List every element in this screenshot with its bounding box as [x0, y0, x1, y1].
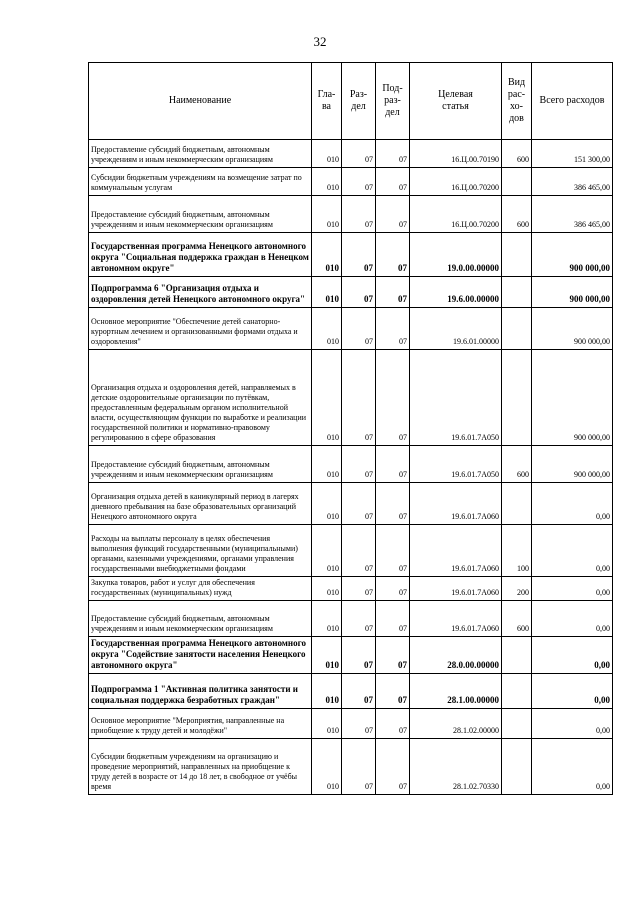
cell-vid: [502, 637, 532, 674]
cell-target: 19.6.01.7А050: [410, 350, 502, 446]
cell-razdel: 07: [342, 308, 376, 350]
cell-glava: 010: [312, 350, 342, 446]
cell-vid: [502, 709, 532, 739]
cell-glava: 010: [312, 525, 342, 577]
header-glava: Гла- ва: [312, 63, 342, 140]
cell-target: 19.6.00.00000: [410, 277, 502, 308]
cell-total: 386 465,00: [532, 168, 613, 196]
cell-name: Государственная программа Ненецкого автономного округа "Социальная поддержка граждан в Ненецком автономном округе": [89, 233, 312, 277]
table-row: [89, 446, 613, 483]
cell-glava: 010: [312, 601, 342, 637]
cell-name: Организация отдыха и оздоровления детей, направляемых в детские оздоровительные организации по путёвкам, предоставленным федеральным органом исполнительной власти, осуществляющим функции по выработке и реализации государственной политики и нормативно-правовому регулированию в сфере образования: [89, 350, 312, 446]
cell-total: 386 465,00: [532, 196, 613, 233]
cell-target: 19.6.01.7А060: [410, 483, 502, 525]
cell-name: Основное мероприятие "Обеспечение детей санаторно-курортным лечением и организованными формами отдыха и оздоровления": [89, 308, 312, 350]
cell-razdel: 07: [342, 196, 376, 233]
cell-total: 0,00: [532, 577, 613, 601]
page-number: 32: [313, 34, 327, 49]
cell-glava: 010: [312, 446, 342, 483]
cell-podrazdel: 07: [376, 446, 410, 483]
cell-podrazdel: 07: [376, 577, 410, 601]
cell-vid: [502, 739, 532, 795]
cell-razdel: 07: [342, 483, 376, 525]
cell-target: 28.1.02.70330: [410, 739, 502, 795]
cell-target: 19.6.01.00000: [410, 308, 502, 350]
header-name: Наименование: [89, 63, 312, 140]
table-row: [89, 709, 613, 739]
cell-target: 19.0.00.00000: [410, 233, 502, 277]
cell-vid: 600: [502, 196, 532, 233]
cell-total: 151 300,00: [532, 140, 613, 168]
cell-razdel: 07: [342, 601, 376, 637]
table-row: [89, 233, 613, 277]
cell-name: Предоставление субсидий бюджетным, автономным учреждениям и иным некоммерческим организациям: [89, 446, 312, 483]
cell-glava: 010: [312, 196, 342, 233]
cell-razdel: 07: [342, 140, 376, 168]
header-vid: Вид рас- хо- дов: [502, 63, 532, 140]
cell-razdel: 07: [342, 525, 376, 577]
table-row: [89, 140, 613, 168]
cell-podrazdel: 07: [376, 637, 410, 674]
table-header-row: [89, 63, 613, 140]
cell-target: 28.0.00.00000: [410, 637, 502, 674]
header-total: Всего расходов: [532, 63, 613, 140]
cell-name: Предоставление субсидий бюджетным, автономным учреждениям и иным некоммерческим организациям: [89, 196, 312, 233]
table-row: [89, 277, 613, 308]
cell-vid: [502, 168, 532, 196]
cell-total: 0,00: [532, 674, 613, 709]
cell-glava: 010: [312, 168, 342, 196]
cell-name: Субсидии бюджетным учреждениям на возмещение затрат по коммунальным услугам: [89, 168, 312, 196]
table-row: [89, 350, 613, 446]
table-row: [89, 577, 613, 601]
cell-glava: 010: [312, 483, 342, 525]
cell-target: 19.6.01.7А060: [410, 525, 502, 577]
cell-total: 0,00: [532, 637, 613, 674]
cell-podrazdel: 07: [376, 196, 410, 233]
cell-glava: 010: [312, 140, 342, 168]
cell-name: Подпрограмма 1 "Активная политика занятости и социальная поддержка безработных граждан": [89, 674, 312, 709]
cell-podrazdel: 07: [376, 739, 410, 795]
table-row: [89, 168, 613, 196]
cell-razdel: 07: [342, 637, 376, 674]
cell-name: Расходы на выплаты персоналу в целях обеспечения выполнения функций государственными (муниципальными) органами, казенными учреждениями, органами управления государственными внебюджетными фондами: [89, 525, 312, 577]
cell-total: 900 000,00: [532, 233, 613, 277]
table-row: [89, 196, 613, 233]
cell-podrazdel: 07: [376, 140, 410, 168]
table-row: [89, 601, 613, 637]
cell-name: Закупка товаров, работ и услуг для обеспечения государственных (муниципальных) нужд: [89, 577, 312, 601]
cell-podrazdel: 07: [376, 277, 410, 308]
cell-razdel: 07: [342, 233, 376, 277]
cell-total: 0,00: [532, 709, 613, 739]
cell-total: 0,00: [532, 483, 613, 525]
cell-vid: 200: [502, 577, 532, 601]
cell-podrazdel: 07: [376, 233, 410, 277]
cell-podrazdel: 07: [376, 168, 410, 196]
cell-razdel: 07: [342, 350, 376, 446]
header-razdel: Раз- дел: [342, 63, 376, 140]
cell-glava: 010: [312, 739, 342, 795]
cell-vid: [502, 483, 532, 525]
cell-razdel: 07: [342, 674, 376, 709]
budget-table: [88, 62, 613, 795]
cell-podrazdel: 07: [376, 674, 410, 709]
cell-glava: 010: [312, 709, 342, 739]
cell-total: 0,00: [532, 601, 613, 637]
cell-glava: 010: [312, 277, 342, 308]
table-row: [89, 525, 613, 577]
cell-target: 28.1.02.00000: [410, 709, 502, 739]
table-row: [89, 674, 613, 709]
cell-razdel: 07: [342, 739, 376, 795]
cell-razdel: 07: [342, 446, 376, 483]
cell-target: 19.6.01.7А050: [410, 446, 502, 483]
cell-vid: [502, 308, 532, 350]
cell-total: 900 000,00: [532, 308, 613, 350]
cell-name: Предоставление субсидий бюджетным, автономным учреждениям и иным некоммерческим организациям: [89, 140, 312, 168]
cell-glava: 010: [312, 674, 342, 709]
cell-podrazdel: 07: [376, 601, 410, 637]
cell-name: Субсидии бюджетным учреждениям на организацию и проведение мероприятий, направленных на приобщение к труду детей в возрасте от 14 до 18 лет, в свободное от учёбы время: [89, 739, 312, 795]
cell-name: Основное мероприятие "Мероприятия, направленные на приобщение к труду детей и молодёжи": [89, 709, 312, 739]
cell-target: 16.Ц.00.70190: [410, 140, 502, 168]
cell-name: Подпрограмма 6 "Организация отдыха и оздоровления детей Ненецкого автономного округа": [89, 277, 312, 308]
header-target: Целевая статья: [410, 63, 502, 140]
cell-target: 19.6.01.7А060: [410, 577, 502, 601]
cell-name: Государственная программа Ненецкого автономного округа "Содействие занятости населения Ненецкого автономного округа": [89, 637, 312, 674]
cell-vid: 600: [502, 446, 532, 483]
cell-razdel: 07: [342, 168, 376, 196]
cell-podrazdel: 07: [376, 308, 410, 350]
cell-razdel: 07: [342, 709, 376, 739]
cell-total: 900 000,00: [532, 350, 613, 446]
cell-podrazdel: 07: [376, 350, 410, 446]
cell-podrazdel: 07: [376, 483, 410, 525]
cell-target: 28.1.00.00000: [410, 674, 502, 709]
cell-vid: [502, 233, 532, 277]
table-row: [89, 308, 613, 350]
cell-vid: 600: [502, 140, 532, 168]
cell-target: 19.6.01.7А060: [410, 601, 502, 637]
cell-razdel: 07: [342, 577, 376, 601]
cell-target: 16.Ц.00.70200: [410, 196, 502, 233]
cell-podrazdel: 07: [376, 525, 410, 577]
table-row: [89, 637, 613, 674]
table-row: [89, 739, 613, 795]
cell-vid: 100: [502, 525, 532, 577]
cell-glava: 010: [312, 577, 342, 601]
cell-total: 900 000,00: [532, 446, 613, 483]
cell-vid: [502, 277, 532, 308]
cell-name: Предоставление субсидий бюджетным, автономным учреждениям и иным некоммерческим организациям: [89, 601, 312, 637]
cell-glava: 010: [312, 308, 342, 350]
cell-vid: [502, 350, 532, 446]
cell-glava: 010: [312, 233, 342, 277]
cell-razdel: 07: [342, 277, 376, 308]
cell-total: 0,00: [532, 739, 613, 795]
table-row: [89, 483, 613, 525]
cell-total: 900 000,00: [532, 277, 613, 308]
header-podrazdel: Под- раз- дел: [376, 63, 410, 140]
cell-vid: [502, 674, 532, 709]
cell-vid: 600: [502, 601, 532, 637]
cell-total: 0,00: [532, 525, 613, 577]
cell-glava: 010: [312, 637, 342, 674]
cell-name: Организация отдыха детей в каникулярный период в лагерях дневного пребывания на базе образовательных организаций Ненецкого автономного округа: [89, 483, 312, 525]
cell-target: 16.Ц.00.70200: [410, 168, 502, 196]
cell-podrazdel: 07: [376, 709, 410, 739]
